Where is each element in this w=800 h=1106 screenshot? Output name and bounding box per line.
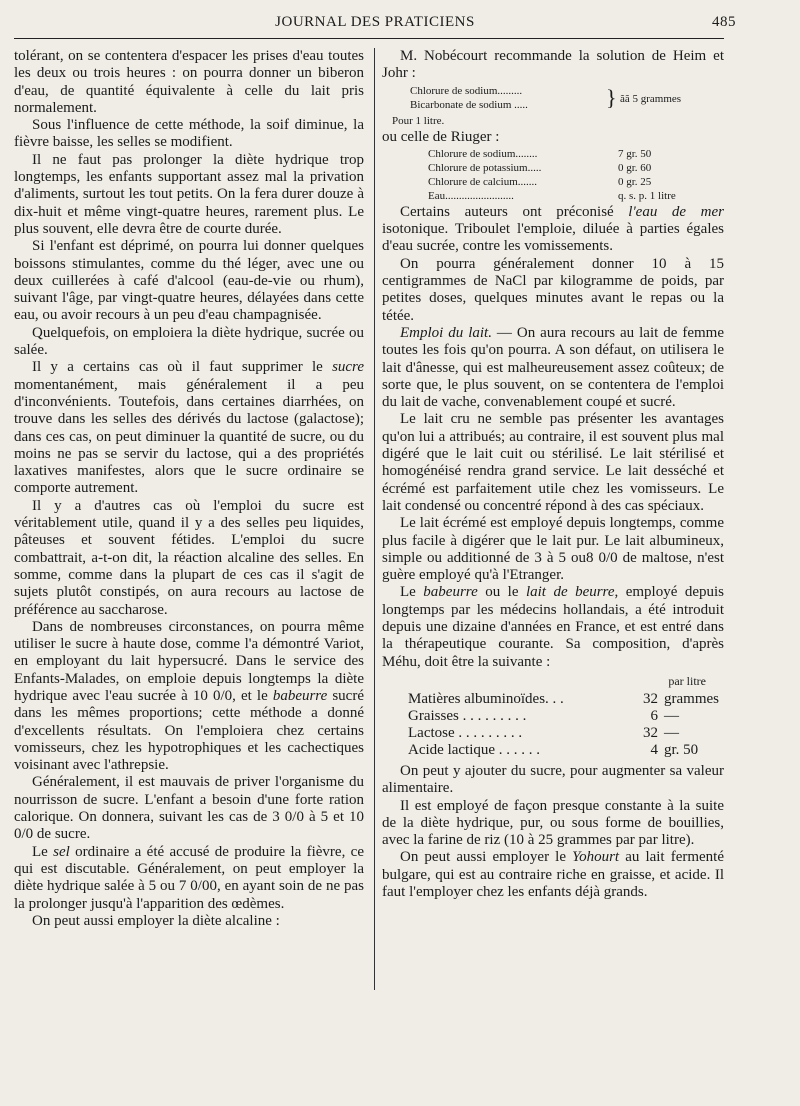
- paragraph: On peut aussi employer la diète alcaline :: [32, 912, 280, 929]
- paragraph-eau-de-mer: Certains auteurs ont préconisé l'eau de mer isotonique. Triboulet l'emploie, diluée à parties égales d'eau sucrée, contre les vomissements.: [382, 203, 724, 255]
- paragraph: Si l'enfant est déprimé, on pourra lui donner quelques boissons stimulantes, comme du thé léger, avec une ou deux cuillerées à café d'alcool (eau-de-vie ou rhum), suivant l'âge, par vingt-quatre heures, délayées dans cette eau, ou avoir recours à un peu d'eau champagnisée.: [14, 238, 364, 324]
- italic-term: babeurre: [423, 584, 478, 601]
- formula-row: Eau......................... q. s. p. 1 litre: [428, 189, 676, 202]
- composition-row: Graisses . . . . . . . . . 6 —: [408, 707, 679, 724]
- page-number: 485: [712, 14, 736, 30]
- formula-dose: ãã 5 grammes: [620, 92, 682, 105]
- italic-term: sucre: [332, 359, 364, 376]
- paragraph: Il y a d'autres cas où l'emploi du sucre est véritablement utile, quand il y a des selles peu liquides, pâteuses et souvent fétides. L'emploi du sucre combattrait, a-t-on dit, la réaction alcaline des selles. En somme, comme dans la plupart de ces cas il s'agit de sujets plutôt constipés, on aura recours au lactose de préférence au saccharose.: [14, 497, 364, 618]
- header-rule: [14, 38, 724, 39]
- brace-symbol: }: [606, 84, 617, 110]
- formula-note: Pour 1 litre.: [392, 114, 445, 127]
- paragraph-sel: Le sel ordinaire a été accusé de produire la fièvre, ce qui est discutable. Généralement, on peut employer la diète hydrique salée à 5 ou 7 0/00, en ayant soin de ne pas la prolonger jusqu'à l'apparition des œdèmes.: [14, 843, 364, 912]
- formula-row: Chlorure de calcium....... 0 gr. 25: [428, 175, 652, 188]
- paragraph: On peut y ajouter du sucre, pour augmenter sa valeur alimentaire.: [382, 762, 724, 797]
- section-heading: Emploi du lait.: [400, 324, 492, 341]
- running-header: [14, 14, 736, 36]
- paragraph-sucre: Il y a certains cas où il faut supprimer le sucre momentanément, mais généralement il a peu d'inconvénients. Toutefois, dans certaines diarrhées, on trouve dans les selles des dérivés du lactose (galactose); dans ces cas, on peut diminuer la quantité de sucre, ou du moins ne pas se servir du lactose, qui a des propriétés laxatives manifestes, alors que le sucre ordinaire se comporte autrement.: [14, 359, 364, 497]
- journal-title: JOURNAL DES PRATICIENS: [275, 14, 475, 30]
- composition-table: [382, 673, 724, 759]
- paragraph: On pourra généralement donner 10 à 15 centigrammes de NaCl par kilogramme de poids, par petites doses, quelques minutes avant le repas ou la tétée.: [382, 255, 724, 324]
- right-column: [382, 48, 724, 901]
- paragraph: Il ne faut pas prolonger la diète hydrique trop longtemps, les enfants supportant assez mal la privation d'aliments, surtout les tout petits. On la fera durer douze à dix-huit et même vingt-quatre heures, rarement plus. Le plus souvent, elle devra être de courte durée.: [14, 151, 364, 237]
- paragraph: Il est employé de façon presque constante à la suite de la diète hydrique, pur, ou sous forme de bouillies, avec la farine de riz (10 à 25 grammes par par litre).: [382, 797, 724, 849]
- formula-row: Chlorure de potassium..... 0 gr. 60: [428, 161, 652, 174]
- italic-term: l'eau de mer: [628, 203, 724, 220]
- column-divider: [374, 48, 375, 990]
- paragraph-variot: Dans de nombreuses circonstances, on pourra même utiliser le sucre à haute dose, comme l'a démontré Variot, en employant du lait hypersucré. Dans le service des Enfants-Malades, on emploie depuis longtemps la diète hydrique avec l'eau sucrée à 10 0/0, et le babeurre sucré dans les mêmes proportions; cette méthode a donné d'excellents résultats. On l'emploiera chez certains vomisseurs, chez les hypotrophiques et les cachectiques voisinant avec l'athrepsie.: [14, 618, 364, 774]
- riger-formula: [428, 147, 724, 203]
- left-column: [14, 48, 364, 930]
- paragraph-emploi-du-lait: Emploi du lait. — On aura recours au lait de femme toutes les fois qu'on pourra. A son défaut, on utilisera le lait d'ânesse, qui est malheureusement assez coûteux; de sorte que, le plus souvent, on se contentera de l'emploi du lait de vache, convenablement coupé et sucré.: [382, 324, 724, 411]
- paragraph: Sous l'influence de cette méthode, la soif diminue, la fièvre baisse, les selles se modifient.: [14, 117, 364, 151]
- formula-item: Bicarbonate de sodium .....: [410, 98, 528, 111]
- paragraph: Quelquefois, on emploiera la diète hydrique, sucrée ou salée.: [14, 324, 364, 359]
- italic-term: babeurre: [272, 687, 328, 704]
- paragraph: Généralement, il est mauvais de priver l'organisme du nourrisson de sucre. L'enfant a besoin d'une forte ration calorique. On donnera, suivant les cas de 3 0/0 à 5 et 10 0/0 de sucre.: [14, 774, 364, 843]
- paragraph: M. Nobécourt recommande la solution de Heim et Johr :: [382, 48, 724, 82]
- composition-header: par litre: [668, 673, 706, 688]
- paragraph-babeurre: Le babeurre ou le lait de beurre, employé depuis longtemps par les médecins hollandais, a été introduit depuis une dizaine d'années en France, et est entré dans la thérapeutique courante. Sa composition, d'après Méhu, doit être la suivante :: [382, 584, 724, 670]
- composition-row: Acide lactique . . . . . . 4 gr. 50: [408, 741, 699, 758]
- italic-term: lait de beurre: [525, 584, 615, 601]
- italic-term: Yohourt: [572, 849, 620, 866]
- paragraph: Le lait écrémé est employé depuis longtemps, comme plus facile à digérer que le lait pur. Le lait albumineux, simple ou additionné de 3 à 5 ou8 0/0 de maltose, n'est guère employé qu'à l'Etranger.: [382, 515, 724, 584]
- formula-item: Chlorure de sodium.........: [410, 84, 523, 97]
- composition-row: Lactose . . . . . . . . . 32 —: [408, 724, 679, 741]
- composition-row: Matières albuminoïdes. . . 32 grammes: [408, 690, 719, 707]
- paragraph: Le lait cru ne semble pas présenter les avantages qu'on lui a attribués; au contraire, il est souvent plus mal digéré que le lait cuit ou stérilisé. Le lait stérilisé et homogénéisé rendra grand service. Le lait desséché et écrémé est parfaitement utile chez les vomisseurs. Le lait condensé ou concentré répond à des cas spéciaux.: [382, 411, 724, 514]
- paragraph-yohourt: On peut aussi employer le Yohourt au lait fermenté bulgare, qui est au contraire riche en graisse, et acide. Il faut l'employer chez les enfants déjà grands.: [382, 849, 724, 900]
- paragraph: tolérant, on se contentera d'espacer les prises d'eau toutes les deux ou trois heures : on pourra donner un biberon d'eau, de quantité équivalente à celle du lait pris normalement.: [14, 48, 364, 116]
- italic-term: sel: [53, 843, 70, 860]
- formula-row: Chlorure de sodium........ 7 gr. 50: [428, 147, 652, 160]
- heim-johr-formula: [382, 84, 724, 128]
- paragraph: ou celle de Riuger :: [382, 128, 500, 145]
